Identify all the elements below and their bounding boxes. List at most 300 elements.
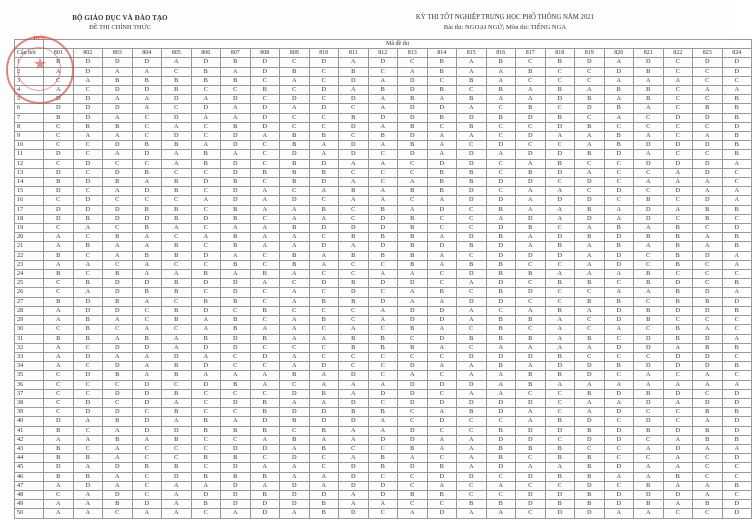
answer-cell: D [73, 67, 103, 76]
answer-cell: A [457, 316, 487, 325]
answer-cell: B [250, 398, 280, 407]
answer-cell: D [427, 417, 457, 426]
answer-cell: A [604, 509, 634, 518]
answer-cell: A [634, 444, 664, 453]
answer-cell: A [132, 509, 162, 518]
answer-cell: C [545, 141, 575, 150]
answer-cell: C [44, 132, 74, 141]
answer-cell: A [221, 417, 251, 426]
answer-cell: B [162, 371, 192, 380]
answer-cell: A [634, 178, 664, 187]
answer-cell: A [191, 233, 221, 242]
answer-cell: B [575, 463, 605, 472]
answer-cell: A [191, 316, 221, 325]
answer-cell: C [162, 325, 192, 334]
answer-cell: A [44, 242, 74, 251]
answer-cell: C [73, 251, 103, 260]
question-number: 15 [15, 187, 44, 196]
answer-cell: B [280, 417, 310, 426]
answer-cell: C [663, 196, 693, 205]
answer-cell: B [575, 454, 605, 463]
answer-cell: C [44, 380, 74, 389]
answer-cell: B [339, 297, 369, 306]
answer-cell: D [221, 196, 251, 205]
answer-cell: C [516, 454, 546, 463]
answer-cell: B [162, 408, 192, 417]
answer-cell: B [280, 159, 310, 168]
exam-code-header: 822 [663, 49, 693, 58]
answer-cell: B [634, 279, 664, 288]
answer-cell: C [604, 481, 634, 490]
exam-code-header: 810 [309, 49, 339, 58]
table-row [15, 325, 752, 334]
answer-cell: B [191, 159, 221, 168]
answer-cell: B [162, 316, 192, 325]
answer-cell: C [309, 233, 339, 242]
answer-cell: C [545, 398, 575, 407]
answer-cell: B [634, 196, 664, 205]
exam-code-header: 805 [162, 49, 192, 58]
answer-cell: D [103, 205, 133, 214]
answer-cell: B [545, 472, 575, 481]
answer-cell: C [604, 122, 634, 131]
answer-cell: B [604, 104, 634, 113]
answer-cell: C [604, 444, 634, 453]
answer-cell: C [575, 316, 605, 325]
answer-cell: D [309, 242, 339, 251]
answer-cell: C [427, 352, 457, 361]
answer-cell: D [545, 362, 575, 371]
answer-cell: D [398, 76, 428, 85]
answer-cell: C [545, 76, 575, 85]
exam-code-header: 807 [221, 49, 251, 58]
answer-cell: C [516, 481, 546, 490]
answer-cell: D [73, 178, 103, 187]
answer-cell: D [398, 362, 428, 371]
answer-cell: A [457, 132, 487, 141]
answer-cell: C [427, 224, 457, 233]
answer-cell: A [634, 288, 664, 297]
answer-cell: D [634, 343, 664, 352]
answer-cell: B [663, 334, 693, 343]
answer-cell: C [339, 214, 369, 223]
answer-cell: A [575, 260, 605, 269]
question-number: 8 [15, 122, 44, 131]
answer-cell: C [457, 325, 487, 334]
answer-cell: A [427, 435, 457, 444]
answer-cell: C [280, 306, 310, 315]
answer-cell: C [73, 362, 103, 371]
answer-cell: A [162, 150, 192, 159]
answer-cell: D [398, 150, 428, 159]
answer-cell: D [516, 178, 546, 187]
answer-cell: D [44, 104, 74, 113]
answer-cell: D [103, 343, 133, 352]
answer-cell: A [162, 159, 192, 168]
answer-cell: C [73, 141, 103, 150]
answer-cell: D [368, 481, 398, 490]
table-row [15, 67, 752, 76]
answer-cell: B [722, 435, 752, 444]
answer-cell: C [132, 306, 162, 315]
answer-cell: B [486, 454, 516, 463]
answer-cell: C [162, 260, 192, 269]
answer-cell: D [693, 306, 723, 315]
answer-cell: A [693, 325, 723, 334]
answer-cell: B [634, 481, 664, 490]
answer-cell: B [575, 472, 605, 481]
answer-cell: A [575, 380, 605, 389]
exam-code-header: 815 [457, 49, 487, 58]
answer-cell: D [280, 481, 310, 490]
answer-cell: A [516, 159, 546, 168]
answer-cell: C [486, 104, 516, 113]
answer-cell: C [309, 113, 339, 122]
answer-cell: A [309, 371, 339, 380]
answer-cell: A [693, 242, 723, 251]
answer-cell: C [604, 196, 634, 205]
answer-cell: C [191, 288, 221, 297]
answer-cell: A [73, 435, 103, 444]
answer-cell: A [663, 454, 693, 463]
answer-cell: C [663, 270, 693, 279]
answer-cell: B [663, 288, 693, 297]
answer-cell: B [132, 251, 162, 260]
answer-cell: D [309, 279, 339, 288]
answer-cell: B [339, 113, 369, 122]
answer-cell: A [722, 288, 752, 297]
question-number: 36 [15, 380, 44, 389]
answer-cell: B [162, 76, 192, 85]
answer-cell: D [103, 362, 133, 371]
answer-cell: A [250, 196, 280, 205]
answer-cell: D [191, 490, 221, 499]
answer-cell: C [73, 86, 103, 95]
answer-cell: C [368, 371, 398, 380]
answer-cell: A [280, 325, 310, 334]
answer-cell: A [44, 260, 74, 269]
answer-cell: C [191, 444, 221, 453]
answer-cell: A [634, 150, 664, 159]
answer-cell: B [221, 325, 251, 334]
answer-cell: C [339, 316, 369, 325]
answer-cell: B [103, 371, 133, 380]
answer-cell: A [309, 141, 339, 150]
answer-cell: C [486, 490, 516, 499]
answer-cell: D [427, 242, 457, 251]
answer-cell: D [722, 67, 752, 76]
answer-cell: D [162, 352, 192, 361]
answer-cell: A [250, 435, 280, 444]
answer-cell: B [250, 86, 280, 95]
answer-cell: B [545, 500, 575, 509]
answer-cell: A [427, 408, 457, 417]
answer-cell: A [604, 325, 634, 334]
answer-cell: C [398, 58, 428, 67]
answer-cell: B [132, 141, 162, 150]
answer-cell: A [516, 95, 546, 104]
answer-cell: D [368, 58, 398, 67]
answer-cell: B [516, 224, 546, 233]
answer-cell: B [604, 362, 634, 371]
answer-cell: A [516, 205, 546, 214]
answer-cell: D [73, 398, 103, 407]
answer-cell: D [103, 279, 133, 288]
table-row [15, 224, 752, 233]
answer-cell: C [250, 389, 280, 398]
answer-cell: B [722, 362, 752, 371]
answer-cell: D [693, 362, 723, 371]
answer-cell: C [44, 389, 74, 398]
answer-cell: A [545, 325, 575, 334]
answer-cell: C [693, 270, 723, 279]
answer-cell: C [457, 426, 487, 435]
answer-cell: C [250, 343, 280, 352]
answer-cell: A [634, 76, 664, 85]
answer-cell: A [398, 371, 428, 380]
answer-cell: D [545, 168, 575, 177]
answer-cell: B [663, 251, 693, 260]
answer-cell: B [162, 178, 192, 187]
answer-cell: D [44, 187, 74, 196]
answer-cell: D [516, 500, 546, 509]
answer-cell: D [516, 435, 546, 444]
answer-cell: A [103, 187, 133, 196]
answer-cell: B [162, 389, 192, 398]
answer-cell: B [398, 224, 428, 233]
question-number: 1 [15, 58, 44, 67]
answer-cell: C [103, 224, 133, 233]
answer-cell: B [545, 113, 575, 122]
answer-cell: A [191, 352, 221, 361]
answer-cell: B [398, 95, 428, 104]
answer-cell: C [44, 224, 74, 233]
answer-cell: B [634, 95, 664, 104]
answer-cell: A [44, 481, 74, 490]
answer-cell: B [722, 481, 752, 490]
question-number: 14 [15, 178, 44, 187]
answer-cell: A [398, 454, 428, 463]
answer-cell: D [634, 214, 664, 223]
answer-cell: B [486, 444, 516, 453]
answer-cell: C [339, 260, 369, 269]
answer-cell: B [191, 76, 221, 85]
answer-cell: D [486, 251, 516, 260]
answer-cell: A [250, 325, 280, 334]
table-row [15, 242, 752, 251]
answer-cell: B [103, 435, 133, 444]
answer-cell: C [398, 417, 428, 426]
answer-cell: D [634, 159, 664, 168]
answer-cell: C [722, 325, 752, 334]
answer-cell: A [545, 205, 575, 214]
answer-cell: D [221, 490, 251, 499]
answer-cell: A [132, 362, 162, 371]
answer-cell: A [634, 380, 664, 389]
answer-cell: A [663, 463, 693, 472]
answer-cell: A [103, 481, 133, 490]
table-row [15, 113, 752, 122]
answer-cell: B [722, 141, 752, 150]
answer-cell: D [486, 224, 516, 233]
answer-cell: D [103, 86, 133, 95]
answer-cell: D [339, 150, 369, 159]
answer-cell: A [309, 435, 339, 444]
answer-cell: B [634, 306, 664, 315]
answer-cell: A [250, 463, 280, 472]
answer-cell: B [73, 334, 103, 343]
answer-cell: C [73, 270, 103, 279]
answer-cell: B [427, 67, 457, 76]
answer-cell: A [73, 509, 103, 518]
answer-cell: D [339, 122, 369, 131]
answer-cell: A [693, 371, 723, 380]
answer-cell: B [221, 472, 251, 481]
answer-cell: D [73, 371, 103, 380]
answer-cell: C [722, 168, 752, 177]
answer-cell: C [516, 122, 546, 131]
answer-cell: D [250, 104, 280, 113]
answer-cell: D [486, 408, 516, 417]
answer-cell: D [604, 316, 634, 325]
answer-cell: D [545, 426, 575, 435]
answer-cell: D [604, 408, 634, 417]
answer-cell: B [44, 270, 74, 279]
answer-cell: B [663, 297, 693, 306]
answer-cell: B [722, 233, 752, 242]
answer-cell: B [398, 444, 428, 453]
answer-cell: C [663, 67, 693, 76]
answer-cell: C [604, 279, 634, 288]
answer-cell: B [221, 454, 251, 463]
answer-cell: A [693, 481, 723, 490]
answer-cell: D [103, 389, 133, 398]
answer-cell: A [309, 472, 339, 481]
answer-cell: B [722, 132, 752, 141]
answer-cell: C [457, 288, 487, 297]
answer-cell: D [604, 463, 634, 472]
answer-cell: C [280, 426, 310, 435]
answer-cell: A [693, 132, 723, 141]
answer-cell: A [398, 178, 428, 187]
answer-cell: B [427, 168, 457, 177]
answer-cell: A [486, 67, 516, 76]
answer-cell: C [73, 343, 103, 352]
question-number: 50 [15, 509, 44, 518]
answer-cell: B [103, 76, 133, 85]
answer-cell: D [368, 279, 398, 288]
answer-cell: C [103, 398, 133, 407]
answer-cell: C [162, 104, 192, 113]
answer-cell: C [545, 288, 575, 297]
answer-cell: C [280, 122, 310, 131]
answer-cell: D [309, 58, 339, 67]
answer-cell: D [309, 408, 339, 417]
table-row [15, 196, 752, 205]
answer-cell: A [162, 122, 192, 131]
answer-cell: C [250, 141, 280, 150]
answer-cell: D [457, 150, 487, 159]
answer-cell: B [486, 233, 516, 242]
answer-cell: B [221, 380, 251, 389]
answer-cell: D [221, 168, 251, 177]
table-row [15, 490, 752, 499]
exam-code-heading-row [15, 40, 752, 49]
answer-cell: B [663, 325, 693, 334]
answer-cell: B [634, 389, 664, 398]
answer-cell: C [516, 297, 546, 306]
answer-cell: B [280, 435, 310, 444]
answer-cell: D [132, 343, 162, 352]
answer-cell: B [516, 316, 546, 325]
answer-cell: B [339, 279, 369, 288]
answer-cell: D [693, 352, 723, 361]
answer-cell: A [221, 371, 251, 380]
answer-cell: C [191, 509, 221, 518]
table-row [15, 288, 752, 297]
answer-cell: D [663, 141, 693, 150]
answer-cell: B [693, 500, 723, 509]
answer-cell: A [162, 398, 192, 407]
answer-cell: B [398, 233, 428, 242]
answer-cell: B [250, 408, 280, 417]
answer-cell: A [44, 352, 74, 361]
answer-cell: B [250, 270, 280, 279]
answer-cell: D [368, 224, 398, 233]
answer-cell: C [722, 270, 752, 279]
answer-cell: D [486, 435, 516, 444]
answer-cell: B [604, 86, 634, 95]
answer-cell: C [457, 214, 487, 223]
answer-cell: A [368, 426, 398, 435]
answer-cell: C [575, 159, 605, 168]
answer-cell: A [516, 306, 546, 315]
answer-cell: C [545, 435, 575, 444]
answer-cell: B [634, 233, 664, 242]
answer-cell: A [250, 132, 280, 141]
answer-cell: A [427, 362, 457, 371]
answer-cell: D [73, 408, 103, 417]
answer-cell: D [132, 426, 162, 435]
answer-cell: B [457, 122, 487, 131]
answer-cell: A [693, 444, 723, 453]
answer-cell: D [634, 58, 664, 67]
answer-cell: A [103, 150, 133, 159]
question-number: 23 [15, 260, 44, 269]
answer-cell: C [693, 67, 723, 76]
answer-cell: D [221, 288, 251, 297]
exam-code-header: 804 [132, 49, 162, 58]
answer-cell: B [486, 260, 516, 269]
answer-cell: D [516, 150, 546, 159]
answer-cell: C [339, 306, 369, 315]
answer-cell: B [280, 67, 310, 76]
answer-cell: D [44, 205, 74, 214]
answer-cell: D [132, 187, 162, 196]
answer-cell: C [693, 95, 723, 104]
answer-cell: A [280, 463, 310, 472]
exam-code-header: 820 [604, 49, 634, 58]
answer-cell: A [634, 463, 664, 472]
answer-cell: C [427, 426, 457, 435]
answer-cell: B [73, 214, 103, 223]
answer-cell: A [516, 343, 546, 352]
answer-cell: A [280, 76, 310, 85]
answer-cell: B [693, 426, 723, 435]
answer-cell: D [309, 417, 339, 426]
ministry-name: BỘ GIÁO DỤC VÀ ĐÀO TẠO [72, 14, 168, 22]
answer-cell: A [575, 270, 605, 279]
